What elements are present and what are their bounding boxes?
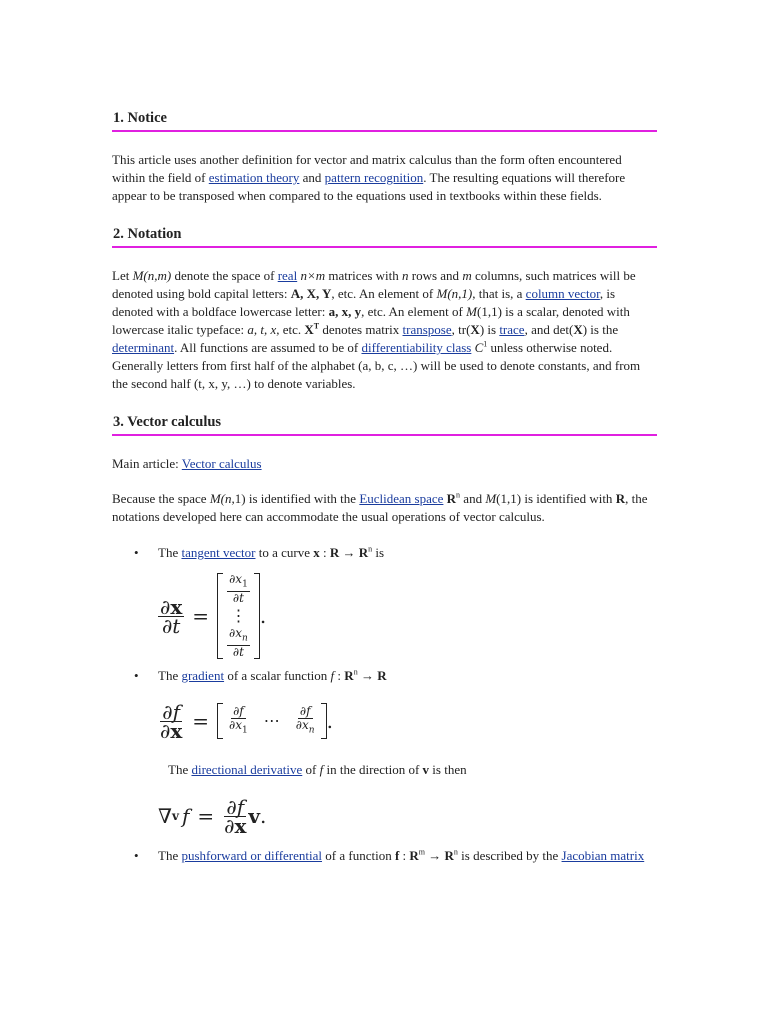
math-M: M — [209, 491, 221, 506]
math-x: x — [302, 717, 309, 732]
text: of — [302, 762, 320, 777]
text: is — [372, 545, 385, 560]
bullet-icon: • — [134, 545, 139, 560]
subscript: n — [242, 633, 248, 644]
math-t: t — [239, 645, 244, 660]
text: is described by the — [457, 848, 562, 863]
math-n: (n, — [220, 491, 235, 506]
math-R: R — [443, 491, 457, 506]
text: (1,1) is identified with — [496, 491, 616, 506]
text: denote the space of — [171, 268, 278, 283]
period: . — [259, 604, 267, 628]
math-v: v — [422, 762, 430, 777]
text: rows and — [408, 268, 463, 283]
math-v: v — [171, 809, 179, 823]
partial: ∂ — [229, 626, 236, 640]
text: , etc. An element of — [361, 304, 467, 319]
math-R: R — [377, 668, 387, 683]
text: The — [158, 545, 182, 560]
math-R: R — [329, 545, 340, 560]
link-real[interactable]: real — [277, 268, 298, 283]
text: , etc. An element of — [331, 286, 437, 301]
text: of a function — [322, 848, 395, 863]
text: Because the space — [112, 491, 210, 506]
numerator — [227, 627, 250, 646]
arrow: → — [339, 545, 359, 560]
math-n-sup: n — [353, 667, 358, 677]
math-X: X — [573, 322, 583, 337]
math-nxm: n×m — [297, 268, 326, 283]
math-f: f — [319, 762, 324, 777]
math-axy: a, x, y — [328, 304, 362, 319]
math-f: f — [239, 703, 244, 718]
text: denotes matrix — [319, 322, 403, 337]
math-C: C — [471, 340, 484, 355]
math-t: t — [172, 613, 181, 638]
text: . The resulting equations will therefore appear to be transposed when compared to the equations used in textbooks within these fields. — [112, 170, 626, 203]
numerator — [231, 705, 246, 719]
denominator — [222, 813, 248, 838]
notation-paragraph — [112, 267, 657, 393]
math-t: t — [239, 591, 244, 605]
math-x: x — [235, 571, 243, 586]
subscript: n — [308, 725, 315, 736]
frac-dxn-dt — [227, 627, 250, 659]
equals-sign: = — [192, 709, 210, 733]
column-matrix — [217, 573, 260, 660]
math-n-sup: n — [453, 847, 458, 857]
link-gradient[interactable]: gradient — [181, 668, 225, 683]
link-jacobian-matrix[interactable]: Jacobian matrix — [561, 848, 645, 863]
math-M: M — [466, 304, 477, 319]
math-C-sup: 1 — [483, 339, 488, 349]
text: The — [168, 762, 192, 777]
math-n-sup: n — [456, 490, 461, 500]
arrow: → — [425, 848, 445, 863]
math-M: M — [485, 491, 497, 506]
list-item-gradient — [112, 667, 657, 685]
math-nm: (n,m) — [143, 268, 172, 283]
numerator — [227, 573, 250, 592]
math-n1: (n,1) — [447, 286, 473, 301]
numerator — [298, 705, 313, 719]
equation-gradient — [158, 691, 657, 751]
notice-paragraph — [112, 151, 657, 205]
math-AXY: A, X, Y — [290, 286, 332, 301]
text: and — [460, 491, 486, 506]
text: matrices with — [325, 268, 403, 283]
denominator — [227, 719, 250, 737]
link-column-vector[interactable]: column vector — [525, 286, 600, 301]
denominator — [160, 613, 182, 638]
text: : — [334, 668, 345, 683]
link-transpose[interactable]: transpose — [402, 322, 452, 337]
vector-list-2 — [112, 667, 657, 685]
frac-df-dx1 — [227, 705, 250, 737]
frac-df-dx — [222, 794, 248, 838]
text: to a curve — [255, 545, 314, 560]
main-article-line — [112, 455, 657, 473]
text: ) is the — [582, 322, 619, 337]
text: This article uses another definition for vector and matrix calculus than the form often encountered within the field of — [112, 152, 622, 185]
denominator — [294, 719, 317, 737]
subscript: 1 — [242, 725, 248, 736]
text: , is denoted with a boldface lowercase letter: — [112, 286, 616, 319]
text: : — [399, 848, 410, 863]
frac-dx1-dt — [227, 573, 250, 605]
partial: ∂ — [232, 645, 240, 660]
math-f: f — [330, 668, 335, 683]
frac-dx-dt — [158, 594, 184, 638]
text: and — [299, 170, 325, 185]
section-title-notice: 1. Notice — [112, 108, 657, 132]
text: (1,1) is a scalar, denoted with lowercase italic typeface: — [112, 304, 630, 337]
text: Let — [112, 268, 133, 283]
subscript: 1 — [242, 579, 248, 589]
math-M: M — [132, 268, 144, 283]
matrix-column — [223, 573, 254, 660]
math-n: n — [402, 268, 409, 283]
math-R: R — [444, 848, 454, 863]
partial: ∂ — [161, 613, 173, 638]
link-trace[interactable]: trace — [499, 322, 525, 337]
partial: ∂ — [233, 703, 240, 718]
text: : — [319, 545, 330, 560]
math-m-sup: m — [418, 847, 426, 857]
text: is then — [429, 762, 467, 777]
arrow: → — [357, 668, 378, 683]
link-vector-calculus[interactable]: Vector calculus — [181, 456, 262, 471]
partial: ∂ — [229, 717, 236, 732]
math-n-sup: n — [368, 544, 373, 554]
link-euclidean-space[interactable]: Euclidean space — [359, 491, 444, 506]
list-item-pushforward — [112, 847, 657, 865]
directional-derivative-line — [168, 761, 657, 779]
partial: ∂ — [232, 591, 240, 605]
math-x: x — [170, 718, 183, 743]
math-R: R — [615, 491, 626, 506]
math-x: x — [170, 594, 183, 619]
vector-paragraph — [112, 490, 657, 526]
equation-tangent — [158, 571, 657, 661]
text: unless otherwise noted. Generally letters from first half of the alphabet (a, b, c, …) will be used to denote constants, and from the second half (t, x, y, …) to denote variables. — [112, 340, 641, 391]
frac-df-dx — [158, 699, 184, 743]
partial: ∂ — [162, 699, 173, 724]
bullet-icon: • — [134, 668, 139, 683]
text: columns, such matrices will be denoted using bold capital letters: — [112, 268, 636, 301]
list-item-tangent — [112, 544, 657, 562]
text: , and det( — [524, 322, 574, 337]
equals-sign: = — [197, 804, 215, 828]
partial: ∂ — [295, 717, 302, 732]
math-f: f — [172, 699, 181, 724]
nabla: ∇ — [158, 804, 172, 828]
vector-list-3 — [112, 847, 657, 865]
text: etc. — [279, 322, 305, 337]
vector-list — [112, 544, 657, 562]
math-v: v — [248, 804, 261, 828]
partial: ∂ — [224, 813, 235, 838]
math-atx: a, t, x, — [247, 322, 280, 337]
equation-directional — [158, 787, 657, 845]
link-tangent-vector[interactable]: tangent vector — [181, 545, 256, 560]
period: . — [326, 709, 333, 733]
math-M: M — [436, 286, 448, 301]
math-f: f — [306, 703, 311, 718]
section-title-notation: 2. Notation — [112, 224, 657, 248]
math-f: f — [394, 848, 400, 863]
math-R: R — [409, 848, 419, 863]
frac-df-dxn — [294, 705, 317, 737]
math-f: f — [236, 794, 245, 819]
denominator — [231, 646, 246, 659]
text: The — [158, 668, 182, 683]
link-differentiability-class[interactable]: differentiability class — [361, 340, 472, 355]
section-title-vector-calculus: 3. Vector calculus — [112, 412, 657, 436]
bullet-icon: • — [134, 848, 139, 863]
text: , tr( — [451, 322, 471, 337]
math-X: X — [304, 322, 314, 337]
link-determinant[interactable]: determinant — [112, 340, 175, 355]
math-x: x — [235, 717, 243, 732]
math-m: m — [462, 268, 472, 283]
partial: ∂ — [160, 718, 171, 743]
cdots: ⋯ — [263, 711, 280, 731]
link-directional-derivative[interactable]: directional derivative — [191, 762, 303, 777]
math-T: T — [313, 321, 320, 331]
link-estimation-theory[interactable]: estimation theory — [208, 170, 300, 185]
math-X: X — [470, 322, 480, 337]
text: . All functions are assumed to be of — [174, 340, 362, 355]
partial: ∂ — [229, 571, 236, 586]
partial: ∂ — [226, 794, 237, 819]
equals-sign: = — [192, 604, 210, 628]
article — [112, 108, 657, 865]
text: ) is — [479, 322, 500, 337]
partial: ∂ — [160, 594, 171, 619]
link-pattern-recognition[interactable]: pattern recognition — [324, 170, 424, 185]
period: . — [260, 804, 267, 828]
text: in the direction of — [323, 762, 423, 777]
math-R: R — [358, 545, 369, 560]
vdots: ⋮ — [230, 606, 247, 625]
text: of a scalar function — [224, 668, 331, 683]
denominator — [158, 718, 184, 743]
text: , the notations developed here can accommodate the usual operations of vector calculus. — [112, 491, 648, 524]
math-R: R — [344, 668, 354, 683]
text: , that is, a — [472, 286, 526, 301]
text: 1) is identified with the — [234, 491, 360, 506]
math-x: x — [313, 545, 320, 560]
math-f: f — [181, 804, 190, 828]
denominator — [231, 592, 246, 605]
math-x: x — [235, 626, 243, 640]
matrix-row — [223, 703, 321, 739]
text: Main article: — [112, 456, 182, 471]
text: The — [158, 848, 182, 863]
partial: ∂ — [299, 703, 307, 718]
math-x: x — [234, 813, 247, 838]
row-matrix — [217, 703, 327, 739]
link-pushforward[interactable]: pushforward or differential — [181, 848, 323, 863]
